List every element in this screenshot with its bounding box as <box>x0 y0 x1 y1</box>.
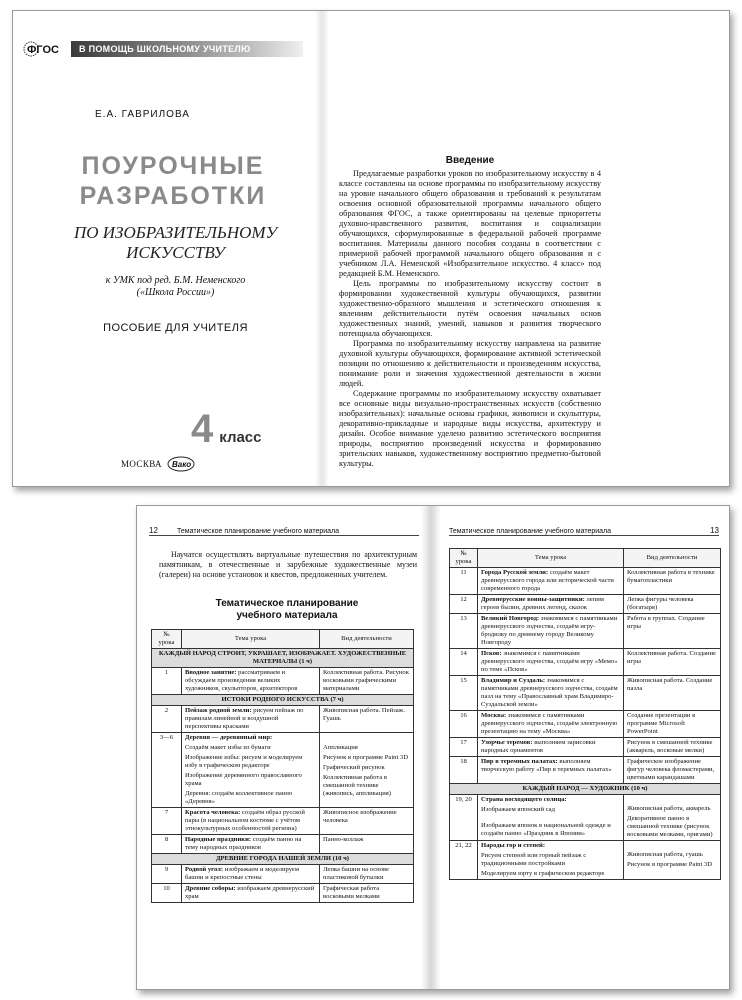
lesson-number: 19, 20 <box>450 795 478 841</box>
fgos-logo-icon <box>23 39 69 59</box>
page-number: 12 <box>149 526 158 535</box>
activity-type: Живописное изображение человека <box>320 808 414 835</box>
subtitle-line-1: ПО ИЗОБРАЗИТЕЛЬНОМУ <box>73 223 278 242</box>
lesson-topic-title: Москва: <box>481 712 507 719</box>
lesson-topic-text: создаём образ русской пары (в национальном костюме с учётом этнокультурных особенностей региона) <box>185 809 305 832</box>
lesson-number: 2 <box>152 706 182 733</box>
lesson-topic-title: Великий Новгород: <box>481 615 540 622</box>
lesson-number: 3—6 <box>152 733 182 808</box>
lesson-number: 17 <box>450 738 478 757</box>
table-row <box>450 711 721 738</box>
running-title: Тематическое планирование учебного материала <box>177 528 340 535</box>
table-row <box>450 595 721 614</box>
lesson-topic-text: знакомимся с памятниками древнерусского зодчества, создаём игру-бродилку по древнему городу Великому Новгороду <box>481 615 618 646</box>
table-title <box>197 598 377 622</box>
fgos-logo-text: ФГОС <box>27 44 59 56</box>
lesson-number: 7 <box>152 808 182 835</box>
section-row <box>450 784 721 795</box>
page-number: 13 <box>710 526 719 535</box>
lesson-topic <box>182 865 320 884</box>
table-row <box>450 757 721 784</box>
lesson-subtopic: Изображаем японок в национальной одежде и создаём панно «Праздник в Японии» <box>481 822 611 837</box>
activity-type <box>624 841 721 880</box>
lesson-number: 21, 22 <box>450 841 478 880</box>
book-subtitle <box>63 223 288 263</box>
section-title: ДРЕВНИЕ ГОРОДА НАШЕЙ ЗЕМЛИ (10 ч) <box>152 854 414 865</box>
table-row <box>152 668 414 695</box>
banner-bar <box>71 41 303 57</box>
intro-paragraph: Программа по изобразительному искусству направлена на развитие духовной культуры обучающихся, формирование активной эстетической позиции по отношению к действительности и произведениям искусства, понимание роли и значения художественной деятельности в жизни людей. <box>339 339 601 388</box>
lesson-topic-text: знакомимся с памятниками древнерусского зодчества, создаём игру «Мемо» по теме «Псков» <box>481 650 618 673</box>
grade-number: 4 <box>191 407 214 451</box>
lesson-topic <box>182 808 320 835</box>
header-tema: Тема урока <box>478 549 624 568</box>
table-header-row <box>450 549 721 568</box>
lesson-topic-title: Пир в теремных палатах: <box>481 758 558 765</box>
activity-type: Лепка фигуры человека (богатыря) <box>624 595 721 614</box>
header-num: № урока <box>152 630 182 649</box>
lesson-number: 15 <box>450 676 478 711</box>
section-row <box>152 649 414 668</box>
activity-type: Коллективная работа. Рисунок восковыми графическими материалами <box>320 668 414 695</box>
intro-body <box>339 169 601 469</box>
lesson-topic-text: создаём макет древнерусского города или исторической части современного города <box>481 569 614 592</box>
section-title: ИСТОКИ РОДНОГО ИСКУССТВА (7 ч) <box>152 695 414 706</box>
lesson-topic-title: Страна восходящего солнца: <box>481 796 567 803</box>
grade-label <box>191 407 262 452</box>
lesson-topic-title: Деревня — деревянный мир: <box>185 734 273 741</box>
activity-type: Графическая работа восковыми мелками <box>320 884 414 903</box>
plan-table <box>449 548 721 880</box>
lesson-topic-title: Родной угол: <box>185 866 224 873</box>
page-fold <box>315 11 329 486</box>
author-name: Е.А. ГАВРИЛОВА <box>95 109 190 120</box>
activity-type <box>624 795 721 841</box>
activity-item: Декоративное панно в смешанной технике (рисунок восковыми мелками, оригами) <box>627 815 713 838</box>
activity-type: Коллективная работа. Создание игры <box>624 649 721 676</box>
lesson-topic-title: Владимир и Суздаль: <box>481 677 546 684</box>
vako-logo <box>166 455 196 473</box>
page-13 <box>437 506 730 989</box>
lesson-topic <box>182 884 320 903</box>
lesson-topic <box>182 706 320 733</box>
publisher-city: МОСКВА <box>121 459 162 469</box>
lesson-subtopic: Изображение деревянного православного храма <box>185 772 302 787</box>
lesson-topic <box>478 676 624 711</box>
activity-item: Живописная работа, акварель <box>627 805 711 812</box>
umk-line-2: («Школа России») <box>136 287 215 298</box>
lesson-topic-text: создаём панно на тему народных праздников <box>185 836 302 851</box>
intro-paragraph: Цель программы по изобразительному искусству состоит в формировании художественной культуры обучающихся, развитии художественно-образного мышления и эстетического отношения к явлениям действительности путём освоения начальных основ художественных знаний, умений, навыков и развития творческого потенциала обучающихся. <box>339 279 601 338</box>
table-row <box>450 649 721 676</box>
table-header-row <box>152 630 414 649</box>
lesson-topic-text: лепим героев былин, древних легенд, сказок <box>481 596 604 611</box>
subtitle-line-2: ИСКУССТВУ <box>126 243 225 262</box>
table-row <box>450 614 721 649</box>
umk-line-1: к УМК под ред. Б.М. Неменского <box>105 275 246 286</box>
lesson-number: 16 <box>450 711 478 738</box>
activity-type <box>320 733 414 808</box>
book-title <box>58 151 288 211</box>
lesson-topic <box>182 668 320 695</box>
lesson-topic-title: Узорчье теремов: <box>481 739 533 746</box>
section-row <box>152 854 414 865</box>
lesson-topic <box>182 733 320 808</box>
banner-text: В ПОМОЩЬ ШКОЛЬНОМУ УЧИТЕЛЮ <box>79 44 251 54</box>
vako-logo-text: Вако <box>171 460 192 469</box>
lesson-number: 13 <box>450 614 478 649</box>
table-title-line-2: учебного материала <box>236 610 338 621</box>
lesson-topic-text: изображаем древнерусский храм <box>185 885 315 900</box>
lesson-subtopic: Изображение избы: рисуем и моделируем избу в графическом редакторе <box>185 754 303 769</box>
activity-type: Живописная работа. Пейзаж. Гуашь <box>320 706 414 733</box>
lesson-topic <box>478 614 624 649</box>
activity-item: Коллективная работа в смешанной технике (живопись, аппликация) <box>323 774 391 797</box>
table-row <box>152 706 414 733</box>
lesson-topic <box>478 595 624 614</box>
lesson-topic-title: Народы гор и степей: <box>481 842 546 849</box>
lesson-topic <box>478 649 624 676</box>
activity-type: Коллективная работа в технике бумагопластики <box>624 568 721 595</box>
activity-item: Рисунок в программе Paint 3D <box>323 754 409 761</box>
lesson-subtopic: Создаём макет избы из бумаги <box>185 744 271 751</box>
lesson-subtopic: Изображаем японский сад <box>481 806 555 813</box>
lesson-topic-title: Пейзаж родной земли: <box>185 707 252 714</box>
table-row <box>152 733 414 808</box>
lesson-topic-title: Вводное занятие: <box>185 669 237 676</box>
activity-item: Живописная работа, гуашь <box>627 851 703 858</box>
lesson-topic-title: Красота человека: <box>185 809 241 816</box>
lesson-topic-text: знакомимся с памятниками древнерусского зодчества, создаём электронную презентацию на тему «Москва» <box>481 712 618 735</box>
activity-item: Аппликация <box>323 744 358 751</box>
table-row <box>450 676 721 711</box>
section-title: КАЖДЫЙ НАРОД СТРОИТ, УКРАШАЕТ, ИЗОБРАЖАЕТ. ХУДОЖЕСТВЕННЫЕ МАТЕРИАЛЫ (1 ч) <box>152 649 414 668</box>
publisher <box>121 455 196 473</box>
lesson-topic <box>478 795 624 841</box>
lesson-topic-title: Древние соборы: <box>185 885 236 892</box>
activity-type: Работа в группах. Создание игры <box>624 614 721 649</box>
lesson-topic-text: рисуем пейзаж по правилам линейной и воздушной перспективы красками <box>185 707 304 730</box>
posobie-label: ПОСОБИЕ ДЛЯ УЧИТЕЛЯ <box>103 322 248 334</box>
activity-type: Создание презентации в программе Microsoft PowerPoint <box>624 711 721 738</box>
lesson-number: 10 <box>152 884 182 903</box>
lesson-number: 12 <box>450 595 478 614</box>
title-line-2: РАЗРАБОТКИ <box>79 182 267 210</box>
header-vid: Вид деятельности <box>320 630 414 649</box>
table-title-line-1: Тематическое планирование <box>215 598 359 609</box>
lesson-topic-title: Древнерусские воины-защитники: <box>481 596 585 603</box>
lesson-topic-title: Города Русской земли: <box>481 569 549 576</box>
title-line-1: ПОУРОЧНЫЕ <box>81 152 265 180</box>
lesson-topic-text: выполняем зарисовки народных орнаментов <box>481 739 596 754</box>
lesson-topic <box>182 835 320 854</box>
lesson-topic <box>478 841 624 880</box>
table-row <box>152 835 414 854</box>
table-row <box>450 738 721 757</box>
series-banner <box>23 39 303 59</box>
umk-info <box>63 275 288 299</box>
vako-logo-icon <box>166 455 196 473</box>
activity-item: Графический рисунок <box>323 764 385 771</box>
table-row <box>152 884 414 903</box>
lesson-topic-text: рассматриваем и обсуждаем произведения великих художников, скульпторов, архитекторов <box>185 669 298 692</box>
lesson-subtopic: Рисуем степной или горный пейзаж с традиционными постройками <box>481 852 587 867</box>
activity-type: Панно-коллаж <box>320 835 414 854</box>
lesson-topic-text: знакомимся с памятниками древнерусского зодчества, создаём пазл на тему «Православный храм Владимиро-Суздальской земли» <box>481 677 618 708</box>
intro-paragraph: Содержание программы по изобразительному искусству охватывает все основные виды визуально-пространственных искусств (собственно изобразительных): начальные основы графики, живописи и скульптуры, декоративно-прикладные и народные виды искусства, архитектуру и дизайн. Особое внимание уделено развитию эстетического восприятия природы, восприятию произведений искусства и формированию зрительских навыков, художественному восприятию предметно-бытовой культуры. <box>339 389 601 468</box>
plan-table <box>151 629 414 903</box>
activity-item: Рисунок в программе Paint 3D <box>627 861 713 868</box>
lesson-number: 18 <box>450 757 478 784</box>
lesson-topic <box>478 757 624 784</box>
lesson-topic <box>478 711 624 738</box>
running-head <box>149 524 419 536</box>
header-num: № урока <box>450 549 478 568</box>
lesson-number: 9 <box>152 865 182 884</box>
lesson-number: 8 <box>152 835 182 854</box>
table-row <box>152 808 414 835</box>
running-head <box>449 524 719 536</box>
lesson-number: 1 <box>152 668 182 695</box>
lead-text: Научатся осуществлять виртуальные путешествия по архитектурным памятникам, в отечественные и зарубежные художественные музеи (галереи) на основе установок и квестов, предложенных учителем. <box>159 550 417 579</box>
page-12 <box>137 506 431 989</box>
running-title: Тематическое планирование учебного материала <box>449 528 612 535</box>
intro-paragraph: Предлагаемые разработки уроков по изобразительному искусству в 4 классе составлены на основе программы по изобразительному искусству на уровне начального общего образования и требований к результатам освоения основной образовательной программы начального общего образования ФГОС, а также ориентированы на целевые приоритеты духовно-нравственного развития, воспитания и социализации обучающихся, сформулированные в федеральной рабочей программе воспитания. Материалы данного пособия созданы в соответствии с примерной рабочей программой начального общего образования и с учебником Л.А. Неменской «Изобразительное искусство. 4 класс» под редакцией Б.М. Неменского. <box>339 169 601 278</box>
lesson-topic <box>478 738 624 757</box>
intro-heading: Введение <box>445 155 495 166</box>
activity-type: Рисунок в смешанной технике (акварель, восковые мелки) <box>624 738 721 757</box>
activity-type: Графическое изображение фигур человека фломастерами, цветными карандашами <box>624 757 721 784</box>
lesson-number: 14 <box>450 649 478 676</box>
lesson-topic <box>478 568 624 595</box>
lesson-topic-title: Псков: <box>481 650 502 657</box>
lesson-subtopic: Деревня: создаём коллективное панно «Деревня» <box>185 790 293 805</box>
lesson-subtopic: Моделируем юрту в графическом редакторе <box>481 870 605 877</box>
section-row <box>152 695 414 706</box>
lesson-topic-text: выполняем творческую работу «Пир в теремных палатах» <box>481 758 612 773</box>
table-row <box>450 568 721 595</box>
grade-word: класс <box>219 429 262 446</box>
header-vid: Вид деятельности <box>624 549 721 568</box>
table-row <box>450 795 721 841</box>
header-tema: Тема урока <box>182 630 320 649</box>
lesson-number: 11 <box>450 568 478 595</box>
book-spread-inner <box>136 505 730 990</box>
table-row <box>152 865 414 884</box>
activity-type: Лепка башни на основе пластиковой бутылки <box>320 865 414 884</box>
fgos-logo <box>23 39 71 59</box>
lesson-topic-title: Народные праздники: <box>185 836 252 843</box>
book-spread-cover <box>12 10 730 487</box>
table-row <box>450 841 721 880</box>
lesson-topic-text: изображаем и моделируем башни и крепостные стены <box>185 866 300 881</box>
activity-type: Живописная работа. Создание пазла <box>624 676 721 711</box>
section-title: КАЖДЫЙ НАРОД — ХУДОЖНИК (10 ч) <box>450 784 721 795</box>
